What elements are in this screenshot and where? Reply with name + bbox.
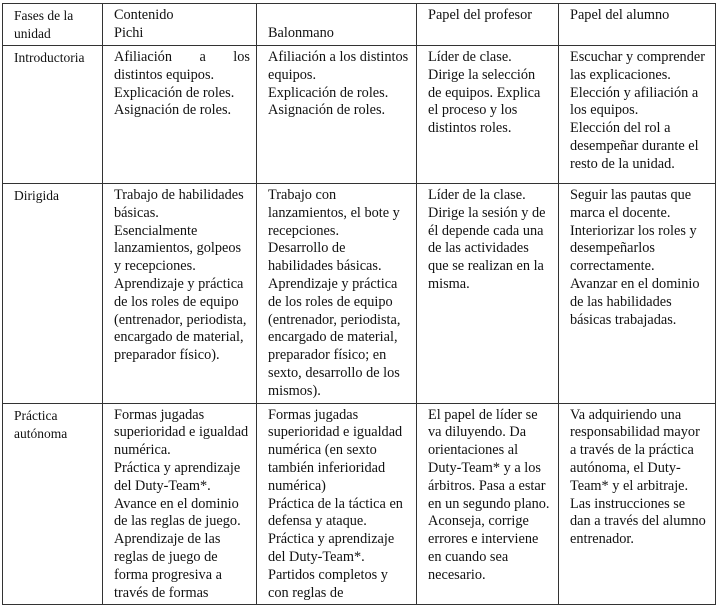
- phase-cell: [3, 184, 103, 404]
- cell-paragraph: Dirigida: [14, 188, 59, 203]
- unit-phases-table: [2, 3, 716, 605]
- cell-paragraph: El papel de líder se va diluyendo. Da orientaciones al Duty-Team* y a los árbitros. Pasa a estar en un segundo plano. Aconseja, corrige errores e interviene en cuando sea necesario.: [428, 406, 550, 583]
- header-contenido-pichi: Contenido Pichi: [103, 4, 257, 46]
- cell-paragraph: Líder de clase.: [428, 49, 512, 65]
- cell-paragraph: Práctica y aprendizaje del Duty-Team*.: [268, 531, 395, 565]
- cell-paragraph: Aprendizaje de las reglas de juego de forma progresiva a través de formas: [114, 531, 222, 601]
- cell-paragraph: Elección y afiliación a los equipos.: [570, 84, 699, 119]
- header-balonmano: Balonmano: [257, 4, 417, 46]
- cell-paragraph: Trabajo con lanzamientos, el bote y recepciones.: [268, 187, 400, 239]
- profesor-cell: [417, 46, 559, 184]
- phase-cell: [3, 403, 103, 605]
- cell-paragraph: Afiliación a los distintos equipos.: [268, 49, 409, 83]
- cell-paragraph: Formas jugadas superioridad e igualdad numérica.: [114, 406, 249, 459]
- balonmano-cell: [257, 184, 417, 404]
- pichi-cell: [103, 403, 257, 605]
- cell-paragraph: Práctica y aprendizaje del Duty-Team*.: [114, 459, 241, 494]
- cell-paragraph: Explicación de roles.: [268, 84, 389, 101]
- table-row: [3, 184, 716, 404]
- table-row: [3, 403, 716, 605]
- pichi-cell: [103, 46, 257, 184]
- profesor-cell: [417, 184, 559, 404]
- header-fases: Fases de la unidad: [3, 4, 103, 46]
- cell-paragraph: Líder de la clase.: [428, 187, 526, 203]
- cell-paragraph: Elección del rol a desempeñar durante el resto de la unidad.: [570, 120, 699, 172]
- cell-paragraph: Avance en el dominio de las reglas de juego.: [114, 495, 241, 530]
- cell-paragraph: Desarrollo de habilidades básicas.: [268, 240, 382, 275]
- cell-paragraph: Aprendizaje y práctica de los roles de equipo (entrenador, periodista, encargado de material, preparador físico; en sexto, desarrollo de los mismos).: [268, 275, 401, 399]
- cell-paragraph: Va adquiriendo una responsabilidad mayor a través de la práctica autónoma, el Duty-Team* y el arbitraje.: [570, 406, 700, 494]
- cell-paragraph: Aprendizaje y práctica de los roles de equipo (entrenador, periodista, encargado de material, preparador físico).: [114, 275, 247, 364]
- alumno-cell: [559, 184, 716, 404]
- alumno-cell: [559, 46, 716, 184]
- cell-paragraph: autónoma: [14, 425, 68, 441]
- balonmano-cell: [257, 46, 417, 184]
- cell-paragraph: Afiliación a los distintos equipos.: [114, 49, 250, 83]
- cell-paragraph: Seguir las pautas que marca el docente.: [570, 187, 692, 221]
- cell-paragraph: Trabajo de habilidades básicas.: [114, 187, 244, 221]
- header-alumno: Papel del alumno: [559, 4, 716, 46]
- cell-paragraph: Escuchar y comprender las explicaciones.: [570, 49, 705, 83]
- cell-paragraph: Partidos completos y con reglas de: [268, 566, 388, 601]
- cell-paragraph: Dirige la sesión y de él depende cada una de las actividades que se realizan en la misma.: [428, 204, 546, 292]
- header-profesor: Papel del profesor: [417, 4, 559, 46]
- cell-paragraph: Dirige la selección de equipos. Explica el proceso y los distintos roles.: [428, 66, 541, 137]
- phase-cell: [3, 46, 103, 184]
- cell-paragraph: Formas jugadas superioridad e igualdad numérica (en sexto también inferioridad numérica): [268, 406, 403, 494]
- cell-paragraph: Interiorizar los roles y desempeñarlos correctamente.: [570, 222, 697, 275]
- pichi-cell: [103, 184, 257, 404]
- cell-paragraph: Práctica de la táctica en defensa y ataque.: [268, 495, 403, 530]
- cell-paragraph: Asignación de roles.: [268, 102, 386, 119]
- profesor-cell: [417, 403, 559, 605]
- cell-paragraph: Explicación de roles.: [114, 84, 235, 101]
- cell-paragraph: Las instrucciones se dan a través del alumno entrenador.: [570, 495, 706, 548]
- table-header-row: [3, 4, 716, 46]
- alumno-cell: [559, 403, 716, 605]
- cell-paragraph: Asignación de roles.: [114, 102, 232, 119]
- cell-paragraph: Introductoria: [14, 50, 85, 65]
- cell-paragraph: Práctica: [14, 407, 58, 423]
- table-row: [3, 46, 716, 184]
- balonmano-cell: [257, 403, 417, 605]
- cell-paragraph: Avanzar en el dominio de las habilidades básicas trabajadas.: [570, 275, 700, 328]
- cell-paragraph: Esencialmente lanzamientos, golpeos y recepciones.: [114, 222, 242, 275]
